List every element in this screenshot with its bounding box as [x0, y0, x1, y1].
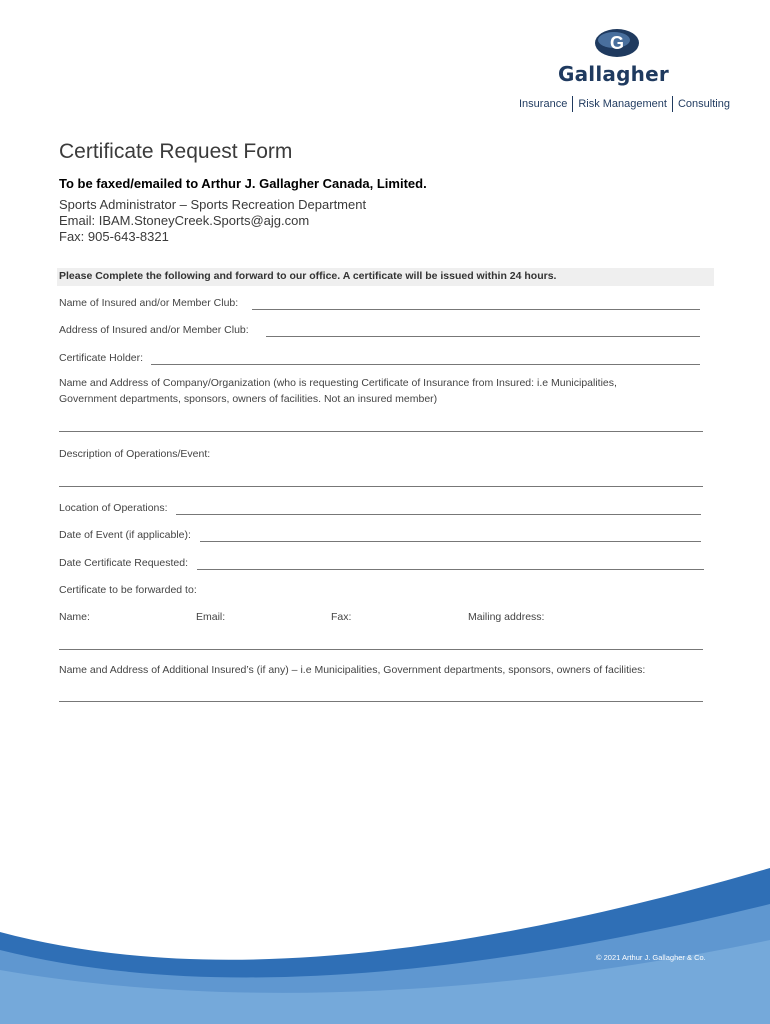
- logo-tagline: [514, 96, 735, 112]
- insured-address-field[interactable]: [266, 336, 700, 337]
- certificate-holder-field[interactable]: [151, 364, 700, 365]
- tagline-consulting: Consulting: [677, 97, 730, 110]
- svg-text:G: G: [609, 33, 625, 53]
- certificate-holder-label: Certificate Holder:: [59, 352, 144, 364]
- forward-fax-label: Fax:: [331, 611, 352, 623]
- forward-name-label: Name:: [59, 611, 90, 623]
- event-date-field[interactable]: [200, 541, 701, 542]
- company-label-line1: Name and Address of Company/Organization (who is requesting Certificate of Insurance from Insured: i.e Municipalities,: [59, 377, 617, 389]
- additional-insured-field[interactable]: [59, 701, 703, 702]
- requested-date-field[interactable]: [197, 569, 704, 570]
- form-subtitle: To be faxed/emailed to Arthur J. Gallagher Canada, Limited.: [59, 176, 427, 191]
- form-title: Certificate Request Form: [59, 140, 293, 163]
- company-field[interactable]: [59, 431, 703, 432]
- instruction-banner: [57, 268, 714, 286]
- gallagher-g-icon: [594, 28, 640, 58]
- tagline-insurance: Insurance: [519, 97, 568, 110]
- forward-mailing-label: Mailing address:: [468, 611, 545, 623]
- copyright-text: © 2021 Arthur J. Gallagher & Co.: [596, 953, 706, 962]
- description-field[interactable]: [59, 486, 703, 487]
- forward-details-field[interactable]: [59, 649, 703, 650]
- event-date-label: Date of Event (if applicable):: [59, 529, 191, 541]
- forwarded-to-label: Certificate to be forwarded to:: [59, 584, 197, 596]
- company-label-line2: Government departments, sponsors, owners of facilities. Not an insured member): [59, 393, 438, 405]
- contact-email: Email: IBAM.StoneyCreek.Sports@ajg.com: [59, 213, 310, 228]
- gallagher-logo: [514, 28, 730, 112]
- insured-address-label: Address of Insured and/or Member Club:: [59, 324, 249, 336]
- contact-fax: Fax: 905-643-8321: [59, 229, 169, 244]
- insured-name-label: Name of Insured and/or Member Club:: [59, 297, 239, 309]
- footer-wave: [0, 860, 770, 1024]
- instruction-text: Please Complete the following and forward to our office. A certificate will be issued within 24 hours.: [59, 270, 557, 282]
- tagline-risk-management: Risk Management: [578, 97, 667, 110]
- description-label: Description of Operations/Event:: [59, 448, 211, 460]
- location-label: Location of Operations:: [59, 502, 168, 514]
- contact-department: Sports Administrator – Sports Recreation Department: [59, 197, 367, 212]
- requested-date-label: Date Certificate Requested:: [59, 557, 188, 569]
- insured-name-field[interactable]: [252, 309, 700, 310]
- additional-insured-label: Name and Address of Additional Insured’s (if any) – i.e Municipalities, Government departments, sponsors, owners of facilities:: [59, 664, 646, 676]
- logo-wordmark: Gallagher: [558, 62, 669, 86]
- forward-email-label: Email:: [196, 611, 226, 623]
- location-field[interactable]: [176, 514, 701, 515]
